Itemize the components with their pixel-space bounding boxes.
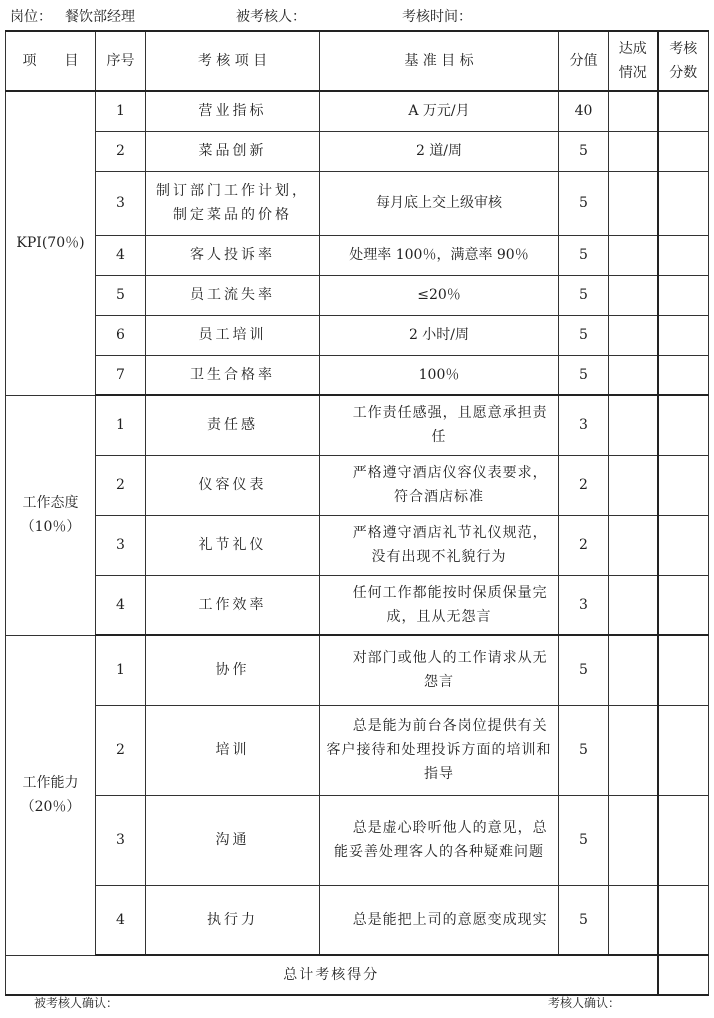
score-cell: 5 — [559, 885, 609, 955]
item-cell — [146, 171, 320, 235]
score-cell: 5 — [559, 705, 609, 795]
col-category: 项 目 — [6, 31, 96, 91]
result-cell — [658, 635, 709, 705]
col-result-line1: 考核 — [669, 41, 698, 57]
col-item: 考 核 项 目 — [146, 31, 320, 91]
category-cell — [6, 635, 96, 955]
item-cell — [146, 395, 320, 455]
status-cell — [609, 395, 658, 455]
seq-cell: 2 — [96, 131, 146, 171]
category-cell — [6, 395, 96, 635]
item-text: 营业指标 — [198, 103, 267, 120]
form-header — [10, 6, 700, 26]
score-cell: 2 — [559, 455, 609, 515]
status-cell — [609, 635, 658, 705]
result-cell — [658, 315, 709, 355]
result-cell — [658, 455, 709, 515]
standard-cell: A 万元/月 — [320, 91, 559, 131]
item-text: 工作效率 — [198, 596, 267, 613]
status-cell — [609, 575, 658, 635]
standard-cell: 严格遵守酒店礼节礼仪规范，没有出现不礼貌行为 — [320, 515, 559, 575]
result-cell — [658, 131, 709, 171]
seq-cell: 7 — [96, 355, 146, 395]
seq-cell: 6 — [96, 315, 146, 355]
item-text: 卫生合格率 — [190, 366, 275, 383]
standard-cell: 100％ — [320, 355, 559, 395]
assessor-confirm-label: 考核人确认： — [548, 996, 621, 1010]
total-row — [6, 955, 709, 995]
score-cell: 5 — [559, 795, 609, 885]
standard-cell: ≤20％ — [320, 275, 559, 315]
standard-cell: 对部门或他人的工作请求从无怨言 — [320, 635, 559, 705]
item-text: 沟通 — [215, 832, 250, 848]
item-cell — [146, 235, 320, 275]
status-cell — [609, 315, 658, 355]
table-row — [6, 515, 709, 575]
status-cell — [609, 171, 658, 235]
seq-cell: 1 — [96, 635, 146, 705]
score-cell: 5 — [559, 355, 609, 395]
result-cell — [658, 705, 709, 795]
item-cell — [146, 575, 320, 635]
item-cell — [146, 355, 320, 395]
item-text: 仪容仪表 — [198, 477, 267, 493]
col-result — [658, 31, 709, 91]
item-cell — [146, 275, 320, 315]
seq-cell: 4 — [96, 575, 146, 635]
score-cell: 5 — [559, 315, 609, 355]
col-result-line2: 分数 — [669, 65, 698, 81]
item-text: 制订部门工作计划， — [156, 183, 309, 199]
standard-cell: 2 道/周 — [320, 131, 559, 171]
item-text: 礼节礼仪 — [198, 537, 267, 553]
item-cell — [146, 705, 320, 795]
result-cell — [658, 275, 709, 315]
assessment-table — [5, 30, 709, 996]
item-text: 培训 — [215, 742, 250, 758]
seq-cell: 4 — [96, 885, 146, 955]
seq-cell: 2 — [96, 705, 146, 795]
score-cell: 3 — [559, 395, 609, 455]
standard-cell: 每月底上交上级审核 — [320, 171, 559, 235]
item-text: 菜品创新 — [198, 143, 267, 159]
item-cell — [146, 315, 320, 355]
item-cell — [146, 795, 320, 885]
seq-cell: 1 — [96, 395, 146, 455]
status-cell — [609, 91, 658, 131]
item-cell — [146, 91, 320, 131]
seq-cell: 1 — [96, 91, 146, 131]
item-text: 执行力 — [207, 911, 258, 928]
item-text: 员工培训 — [198, 327, 267, 343]
header-row — [6, 31, 709, 91]
result-cell — [658, 235, 709, 275]
result-cell — [658, 515, 709, 575]
standard-cell: 总是能把上司的意愿变成现实 — [320, 885, 559, 955]
item-cell — [146, 885, 320, 955]
standard-cell: 总是能为前台各岗位提供有关客户接待和处理投诉方面的培训和指导 — [320, 705, 559, 795]
position-label: 岗位： — [10, 9, 52, 25]
seq-cell: 4 — [96, 235, 146, 275]
status-cell — [609, 275, 658, 315]
total-label: 总计考核得分 — [6, 955, 658, 995]
standard-cell: 2 小时/周 — [320, 315, 559, 355]
col-status-line1: 达成 — [618, 41, 647, 57]
assessee-confirm-label: 被考核人确认： — [34, 996, 119, 1010]
assessee-label: 被考核人： — [236, 9, 306, 25]
score-cell: 2 — [559, 515, 609, 575]
col-score: 分值 — [559, 31, 609, 91]
category-weight: （20％） — [20, 799, 81, 815]
category-weight: （10％） — [20, 519, 81, 535]
assessment-time-label: 考核时间： — [402, 9, 472, 25]
result-cell — [658, 795, 709, 885]
result-cell — [658, 91, 709, 131]
result-cell — [658, 355, 709, 395]
table-row — [6, 635, 709, 705]
score-cell: 3 — [559, 575, 609, 635]
table-row — [6, 235, 709, 275]
standard-cell: 任何工作都能按时保质保量完成，且从无怨言 — [320, 575, 559, 635]
col-standard: 基 准 目 标 — [320, 31, 559, 91]
status-cell — [609, 795, 658, 885]
table-row — [6, 455, 709, 515]
category-name: 工作能力 — [22, 775, 79, 791]
table-row — [6, 395, 709, 455]
position-value: 餐饮部经理 — [65, 9, 135, 25]
score-cell: 5 — [559, 235, 609, 275]
status-cell — [609, 885, 658, 955]
status-cell — [609, 235, 658, 275]
table-row — [6, 795, 709, 885]
col-status-line2: 情况 — [618, 65, 647, 81]
score-cell: 5 — [559, 275, 609, 315]
status-cell — [609, 515, 658, 575]
seq-cell: 2 — [96, 455, 146, 515]
item-text: 协作 — [215, 662, 250, 679]
item-cell — [146, 131, 320, 171]
score-cell: 40 — [559, 91, 609, 131]
col-seq: 序号 — [96, 31, 146, 91]
seq-cell: 3 — [96, 171, 146, 235]
category-name: 工作态度 — [22, 495, 79, 511]
col-status — [609, 31, 658, 91]
category-cell — [6, 91, 96, 395]
category-name: KPI(70％) — [16, 235, 85, 252]
standard-cell: 总是虚心聆听他人的意见，总能妥善处理客人的各种疑难问题 — [320, 795, 559, 885]
seq-cell: 5 — [96, 275, 146, 315]
table-row — [6, 131, 709, 171]
table-row — [6, 355, 709, 395]
status-cell — [609, 355, 658, 395]
item-text: 客人投诉率 — [190, 247, 275, 263]
seq-cell: 3 — [96, 515, 146, 575]
status-cell — [609, 131, 658, 171]
standard-cell: 处理率 100％，满意率 90％ — [320, 235, 559, 275]
table-row — [6, 575, 709, 635]
standard-cell: 工作责任感强，且愿意承担责任 — [320, 395, 559, 455]
item-text-line2: 制定菜品的价格 — [173, 207, 292, 223]
total-score-cell — [658, 955, 709, 995]
status-cell — [609, 455, 658, 515]
table-row — [6, 705, 709, 795]
item-cell — [146, 635, 320, 705]
score-cell: 5 — [559, 171, 609, 235]
item-text: 责任感 — [207, 417, 258, 434]
seq-cell: 3 — [96, 795, 146, 885]
table-row — [6, 275, 709, 315]
table-body — [6, 91, 709, 995]
table-row — [6, 885, 709, 955]
standard-cell: 严格遵守酒店仪容仪表要求，符合酒店标准 — [320, 455, 559, 515]
item-text: 员工流失率 — [190, 287, 275, 303]
table-row — [6, 91, 709, 131]
result-cell — [658, 171, 709, 235]
score-cell: 5 — [559, 635, 609, 705]
table-row — [6, 315, 709, 355]
item-cell — [146, 455, 320, 515]
status-cell — [609, 705, 658, 795]
form-footer — [0, 994, 714, 1014]
result-cell — [658, 395, 709, 455]
result-cell — [658, 575, 709, 635]
item-cell — [146, 515, 320, 575]
table-row — [6, 171, 709, 235]
score-cell: 5 — [559, 131, 609, 171]
result-cell — [658, 885, 709, 955]
